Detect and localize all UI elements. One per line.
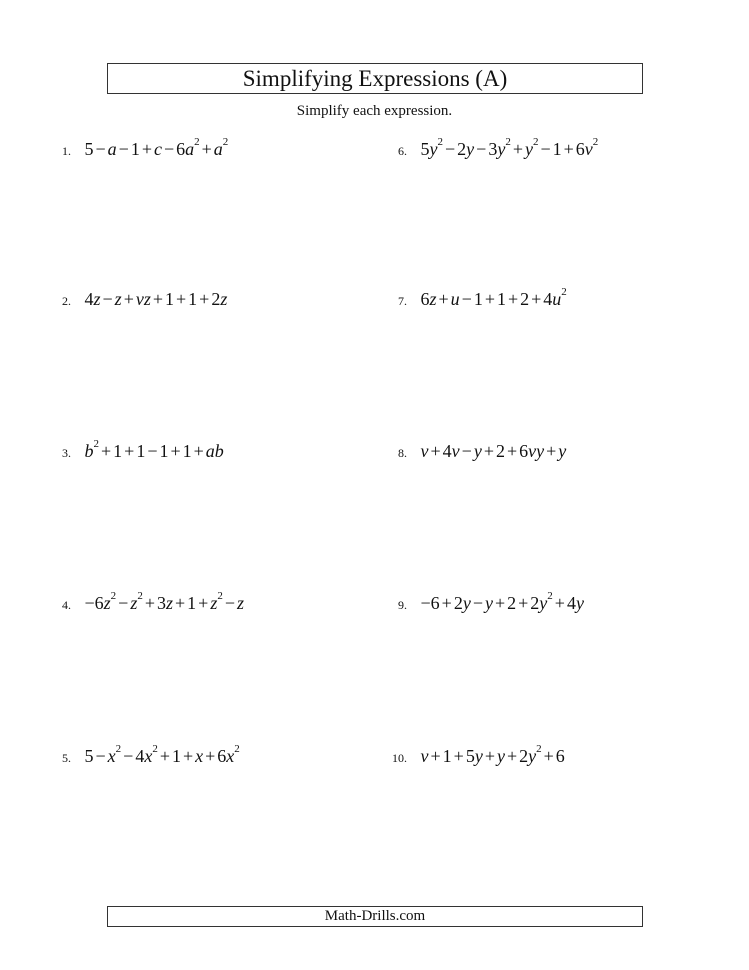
worksheet-title: Simplifying Expressions (A) [107, 63, 643, 94]
problem-3 [62, 438, 224, 462]
problem-number: 2. [62, 294, 71, 308]
problem-1 [62, 136, 229, 160]
problem-number: 8. [398, 446, 407, 460]
problem-number: 6. [398, 144, 407, 158]
problem-expression: $5 - x^2 - 4x^2 + 1 + x + 6x^2$ [84, 743, 240, 766]
problem-number: 4. [62, 598, 71, 612]
problem-expression: v + 4v − y + 2 + 6vy + y [420, 441, 567, 461]
instructions: Simplify each expression. [296, 103, 453, 119]
problem-8 [398, 441, 566, 462]
problem-expression: $b^2 + 1 + 1 - 1 + 1$ + ab [84, 438, 224, 461]
problem-number: 5. [62, 751, 71, 765]
footer-source: Math-Drills.com [107, 906, 643, 927]
problem-6 [398, 136, 599, 160]
problem-expression: $5y^2 - 2y - 3y^2 + y^2 - 1 + 6v^2$ [420, 136, 599, 159]
problem-expression: $6z + u - 1 + 1 + 2 + 4u^2$ [420, 286, 567, 309]
problem-number: 9. [398, 598, 407, 612]
problem-expression: $-6z^2 - z^2 + 3z + 1 + z^2 - z$ [84, 590, 245, 613]
problem-10 [392, 743, 565, 767]
problem-7 [398, 286, 567, 310]
problem-4 [62, 590, 245, 614]
problem-expression: 4z − z + vz + 1 + 1 + 2z [84, 289, 228, 309]
problem-9 [398, 590, 584, 614]
problem-number: 1. [62, 144, 71, 158]
problem-expression: $v + 1 + 5y + y + 2y^2 + 6$ [420, 743, 565, 766]
problem-2 [62, 289, 227, 310]
problem-5 [62, 743, 240, 767]
problem-expression: $-6 + 2y - y + 2 + 2y^2 + 4y$ [420, 590, 584, 613]
problem-number: 7. [398, 294, 407, 308]
problem-number: 10. [392, 751, 407, 765]
problem-number: 3. [62, 446, 71, 460]
problem-expression: $5 - a - 1 + c - 6a^2 + a^2$ [84, 136, 229, 159]
